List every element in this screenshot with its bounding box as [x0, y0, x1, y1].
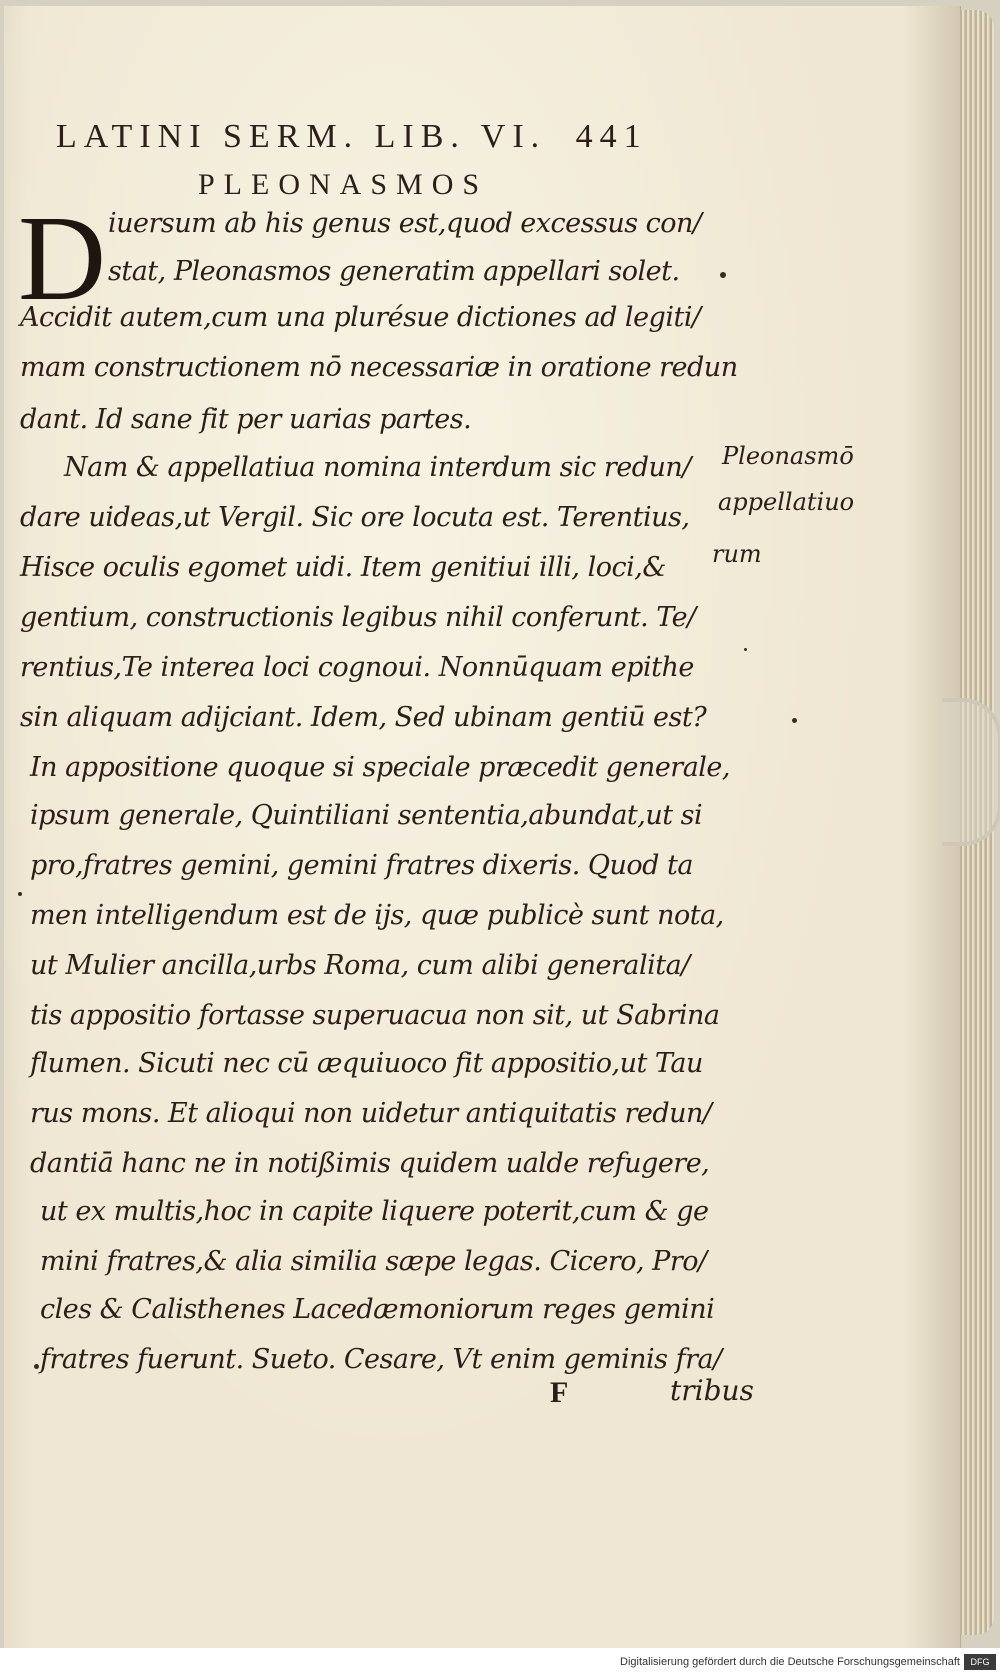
text-line: ut Mulier ancilla,urbs Roma, cum alibi generalita/ — [30, 950, 690, 981]
text-line: ut ex multis,hoc in capite liquere poterit,cum & ge — [40, 1196, 709, 1227]
credit-text: Digitalisierung gefördert durch die Deutsche Forschungsgemeinschaft — [620, 1656, 960, 1668]
section-title: PLEONASMOS — [198, 168, 489, 201]
margin-note: Pleonasmō — [722, 442, 854, 470]
running-head-text: LATINI SERM. LIB. VI. — [56, 118, 547, 155]
text-line: In appositione quoque si speciale præcedit generale, — [30, 752, 730, 783]
running-head — [56, 118, 648, 156]
drop-cap: D — [18, 191, 107, 326]
signature-mark: F — [550, 1376, 569, 1409]
text-line: tis appositio fortasse superuacua non sit, ut Sabrina — [30, 1000, 720, 1031]
catchword: tribus — [670, 1374, 754, 1407]
text-line: stat, Pleonasmos generatim appellari solet. — [108, 256, 680, 287]
text-line: ipsum generale, Quintiliani sententia,abundat,ut si — [30, 800, 703, 831]
margin-note: rum — [712, 540, 762, 568]
clasp-strap — [942, 698, 1000, 846]
text-line: sin aliquam adijciant. Idem, Sed ubinam gentiū est? — [20, 702, 707, 733]
text-line: rus mons. Et alioqui non uidetur antiquitatis redun/ — [30, 1098, 712, 1129]
folio-number: 441 — [575, 118, 648, 155]
text-line: rentius,Te interea loci cognoui. Nonnūquam epithe — [20, 652, 694, 683]
ink-speck — [18, 892, 22, 896]
text-line: flumen. Sicuti nec cū æquiuoco fit appositio,ut Tau — [30, 1048, 703, 1079]
text-line: fratres fuerunt. Sueto. Cesare, Vt enim geminis fra/ — [40, 1344, 722, 1375]
text-line: mam constructionem nō necessariæ in oratione redun — [20, 352, 738, 383]
text-line: pro,fratres gemini, gemini fratres dixeris. Quod ta — [30, 850, 693, 881]
text-line: dare uideas,ut Vergil. Sic ore locuta est. Terentius, — [20, 502, 690, 533]
text-line: cles & Calisthenes Lacedæmoniorum reges gemini — [40, 1294, 715, 1325]
text-line: Hisce oculis egomet uidi. Item genitiui illi, loci,& — [20, 552, 666, 583]
text-line: gentium, constructionis legibus nihil conferunt. Te/ — [20, 602, 696, 633]
text-line: dantiā hanc ne in notißimis quidem ualde refugere, — [30, 1148, 710, 1179]
ink-speck — [744, 648, 747, 651]
text-line: Accidit autem,cum una plurésue dictiones ad legiti/ — [20, 302, 701, 333]
text-line: Nam & appellatiua nomina interdum sic redun/ — [64, 452, 691, 483]
text-line: iuersum ab his genus est,quod excessus con/ — [108, 208, 702, 239]
text-line: men intelligendum est de ijs, quæ publicè sunt nota, — [30, 900, 724, 931]
text-line: mini fratres,& alia similia sæpe legas. Cicero, Pro/ — [40, 1246, 707, 1277]
ink-speck — [34, 1364, 39, 1369]
ink-speck — [720, 272, 726, 278]
text-line: dant. Id sane fit per uarias partes. — [20, 404, 472, 435]
dfg-logo: DFG — [964, 1654, 996, 1670]
ink-speck — [792, 718, 797, 723]
margin-note: appellatiuo — [718, 488, 855, 516]
